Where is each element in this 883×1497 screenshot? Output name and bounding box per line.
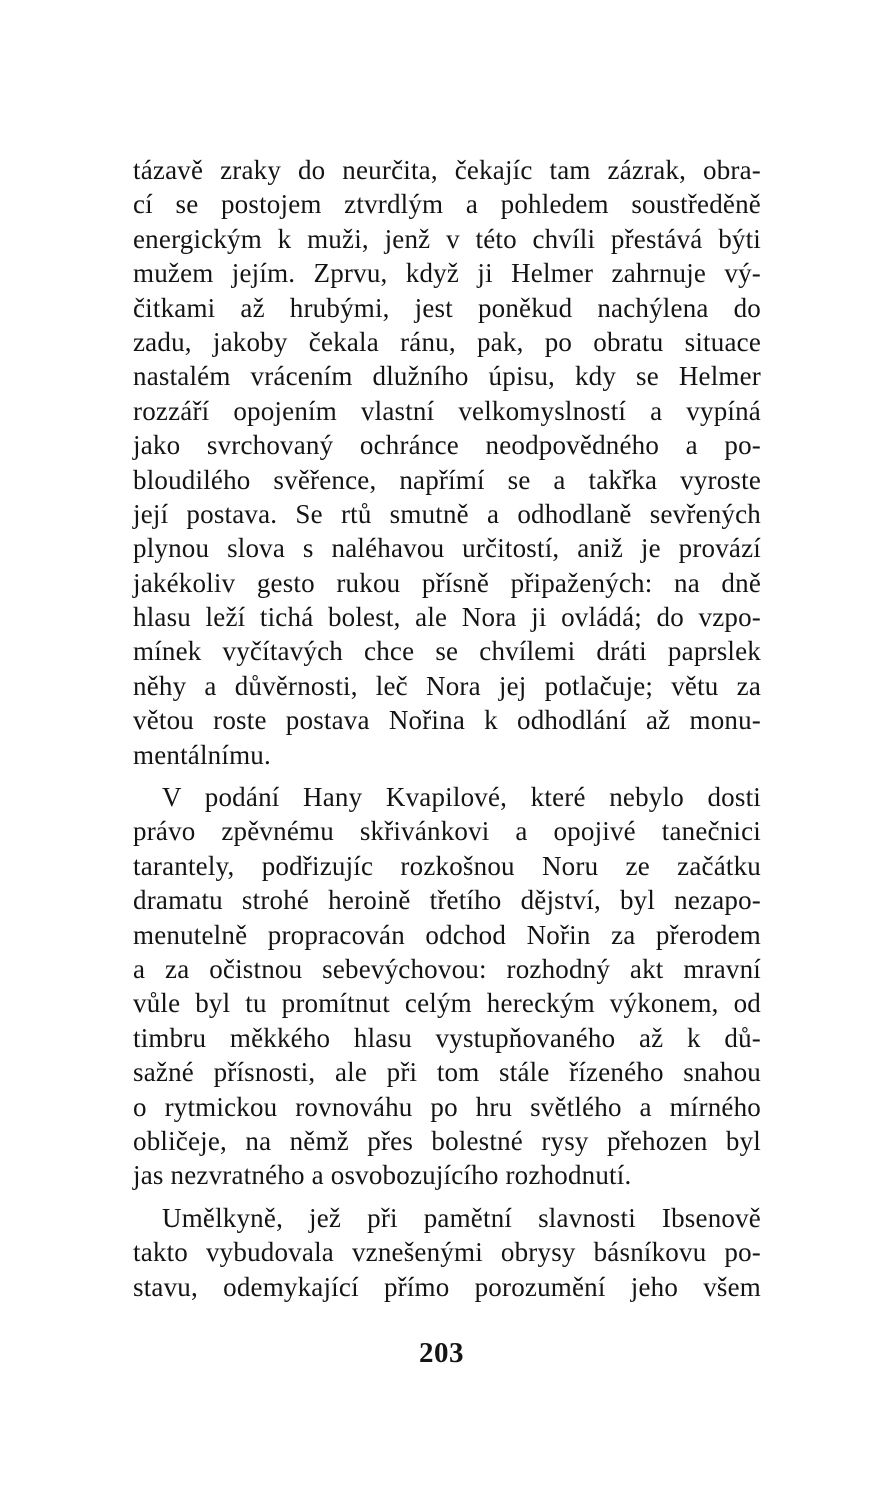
text-line: obličeje, na němž přes bolestné rysy přehozen byl: [133, 1125, 761, 1156]
text-line: timbru měkkého hlasu vystupňovaného až k dů-: [133, 1022, 761, 1053]
text-line: a za očistnou sebevýchovou: rozhodný akt mravní: [133, 953, 761, 984]
text-line: o rytmickou rovnováhu po hru světlého a mírného: [133, 1091, 761, 1122]
text-line: stavu, odemykající přímo porozumění jeho všem: [133, 1271, 761, 1302]
text-line: rozzáří opojením vlastní velkomyslností a vypíná: [133, 395, 761, 426]
text-line: sažné přísnosti, ale při tom stále řízeného snahou: [133, 1057, 761, 1088]
text-line: větou roste postava Nořina k odhodlání až monu-: [133, 705, 761, 736]
text-line: její postava. Se rtů smutně a odhodlaně sevřených: [133, 498, 761, 529]
text-line: čitkami až hrubými, jest poněkud nachýlena do: [133, 292, 761, 323]
paragraph-gap: [133, 772, 761, 780]
text-line: vůle byl tu promítnut celým hereckým výkonem, od: [133, 988, 761, 1019]
text-line: právo zpěvnému skřivánkovi a opojivé tanečnici: [133, 816, 761, 847]
body-text: [133, 153, 761, 1304]
text-line: hlasu leží tichá bolest, ale Nora ji ovládá; do vzpo-: [133, 602, 761, 633]
text-line: něhy a důvěrnosti, leč Nora jej potlačuje; větu za: [133, 670, 761, 701]
text-line: zadu, jakoby čekala ránu, pak, po obratu situace: [133, 326, 761, 357]
text-line: mínek vyčítavých chce se chvílemi dráti paprslek: [133, 636, 761, 667]
text-line: energickým k muži, jenž v této chvíli přestává býti: [133, 223, 761, 254]
text-line: plynou slova s naléhavou určitostí, aniž je provází: [133, 533, 761, 564]
text-line: Umělkyně, jež při pamětní slavnosti Ibsenově: [162, 1202, 761, 1233]
text-line: jako svrchovaný ochránce neodpovědného a po-: [133, 430, 761, 461]
text-line: jas nezvratného a osvobozujícího rozhodnutí.: [133, 1160, 632, 1191]
text-line: tázavě zraky do neurčita, čekajíc tam zázrak, obra-: [133, 155, 761, 185]
paragraph-gap: [133, 1193, 761, 1201]
page-number: 203: [419, 1337, 464, 1369]
text-line: mentálnímu.: [133, 739, 271, 770]
text-line: bloudilého svěřence, napřímí se a takřka vyroste: [133, 464, 761, 495]
text-line: jakékoliv gesto rukou přísně připažených: na dně: [133, 567, 761, 598]
text-line: mužem jejím. Zprvu, když ji Helmer zahrnuje vý-: [133, 258, 761, 289]
text-line: tarantely, podřizujíc rozkošnou Noru ze začátku: [133, 850, 761, 881]
text-line: cí se postojem ztvrdlým a pohledem soustředěně: [133, 189, 761, 220]
text-line: nastalém vrácením dlužního úpisu, kdy se Helmer: [133, 361, 761, 392]
text-line: V podání Hany Kvapilové, které nebylo dosti: [162, 782, 761, 813]
text-line: dramatu strohé heroině třetího dějství, byl nezapo-: [133, 885, 761, 916]
text-line: menutelně propracován odchod Nořin za přerodem: [133, 919, 761, 950]
text-line: takto vybudovala vznešenými obrysy básníkovu po-: [133, 1237, 761, 1268]
